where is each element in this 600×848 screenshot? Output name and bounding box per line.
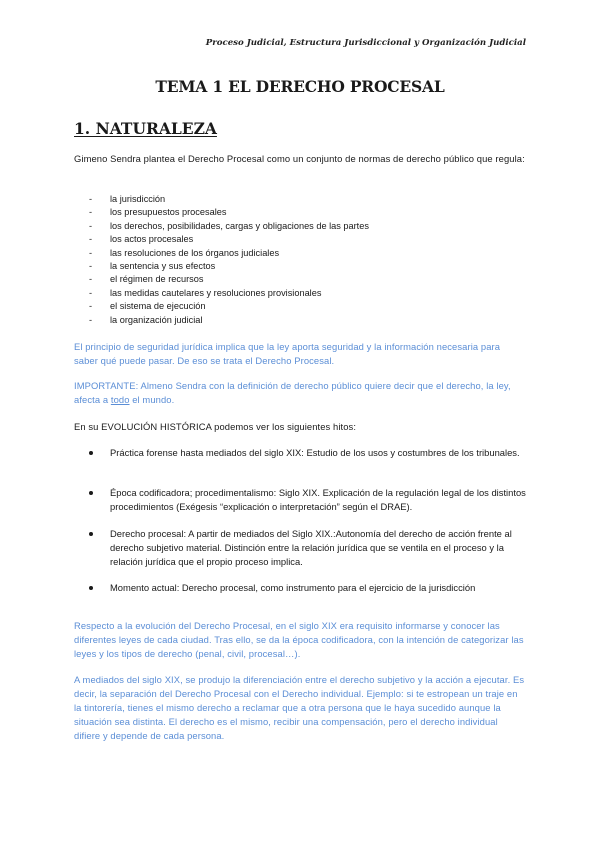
hito-text: Práctica forense hasta mediados del siglo XIX: Estudio de los usos y costumbres de los tribunales.	[110, 447, 520, 458]
list-item-text: la jurisdicción	[110, 194, 166, 204]
list-item-text: la organización judicial	[110, 314, 203, 325]
dash-icon: -	[89, 194, 93, 204]
evolucion-intro: En su EVOLUCIÓN HISTÓRICA podemos ver los siguientes hitos:	[74, 421, 357, 432]
list-item-text: las medidas cautelares y resoluciones provisionales	[110, 287, 322, 298]
page-title: TEMA 1 EL DERECHO PROCESAL	[155, 77, 445, 96]
dash-icon: -	[89, 207, 93, 218]
dash-icon: -	[89, 274, 93, 285]
hito-list	[74, 446, 526, 460]
hito-item	[74, 486, 526, 514]
list-item	[74, 300, 526, 313]
hito-item	[74, 581, 526, 595]
list-item	[74, 314, 526, 327]
bullet-icon	[89, 532, 93, 536]
bullet-icon	[89, 586, 93, 590]
regula-list	[74, 193, 526, 327]
intro-paragraph: Gimeno Sendra plantea el Derecho Procesal como un conjunto de normas de derecho público que regula:	[74, 153, 525, 164]
seguridad-note: El principio de seguridad jurídica implica que la ley aporta seguridad y la información necesaria para saber qué puede pasar. De eso se trata el Derecho Procesal.	[74, 341, 501, 366]
mediados-note: A mediados del siglo XIX, se produjo la diferenciación entre el derecho subjetivo y la acción a ejecutar. Es decir, la separación del Derecho Procesal con el Derecho individual. Ejemplo: si te estropean un traje en la tintorería, tienes el mismo derecho a reclamar que a otra persona que le haya sucedido aunque la situación sea distinta. El derecho es el mismo, recibir una compensación, pero el derecho individual difiere y depende de cada persona.	[74, 674, 525, 741]
dash-icon: -	[89, 287, 93, 298]
dash-icon: -	[89, 247, 93, 258]
list-item	[74, 193, 526, 206]
list-item-text: los presupuestos procesales	[110, 207, 227, 218]
list-item-text: los derechos, posibilidades, cargas y obligaciones de las partes	[110, 220, 369, 231]
section-title: 1. NATURALEZA	[74, 119, 217, 138]
importante-text-end: el mundo.	[129, 394, 175, 405]
list-item	[74, 247, 526, 260]
hito-item	[74, 527, 526, 569]
list-item-text: el régimen de recursos	[110, 274, 204, 285]
dash-icon: -	[89, 301, 93, 312]
bullet-icon	[89, 451, 93, 455]
list-item	[74, 273, 526, 286]
hito-text: Época codificadora; procedimentalismo: Siglo XIX. Explicación de la regulación legal de los distintos procedimientos (Exégesis “explicación o interpretación” según el DRAE).	[110, 487, 526, 512]
evolucion-note: Respecto a la evolución del Derecho Procesal, en el siglo XIX era requisito informarse y conocer las diferentes leyes de cada ciudad. Tras ello, se da la época codificadora, con la intención de categorizar las leyes y los tipos de derecho (penal, civil, procesal…).	[74, 620, 524, 659]
hito-item	[74, 446, 526, 460]
dash-icon: -	[89, 220, 93, 231]
bullet-icon	[89, 491, 93, 495]
hito-list	[74, 486, 526, 514]
list-item	[74, 260, 526, 273]
running-header: Proceso Judicial, Estructura Jurisdiccional y Organización Judicial	[205, 38, 526, 48]
todo-link[interactable]: todo	[110, 394, 130, 405]
list-item	[74, 206, 526, 219]
hito-text: Momento actual: Derecho procesal, como instrumento para el ejercicio de la jurisdicción	[110, 582, 476, 593]
list-item	[74, 287, 526, 300]
hito-list	[74, 581, 526, 595]
list-item	[74, 220, 526, 233]
importante-note	[74, 379, 526, 407]
dash-icon: -	[89, 234, 93, 245]
hito-text: Derecho procesal: A partir de mediados del Siglo XIX.:Autonomía del derecho de acción frente al derecho subjetivo material. Distinción entre la relación jurídica que se ventila en el proceso y la relación jurídica que el propio proceso implica.	[110, 528, 512, 567]
dash-icon: -	[89, 261, 93, 272]
list-item-text: las resoluciones de los órganos judiciales	[110, 247, 280, 258]
list-item	[74, 233, 526, 246]
importante-text: IMPORTANTE: Almeno Sendra con la definición de derecho público quiere decir que el derecho, la ley, afecta a	[74, 380, 511, 405]
list-item-text: el sistema de ejecución	[110, 301, 206, 312]
dash-icon: -	[89, 314, 93, 325]
hito-list	[74, 527, 526, 569]
list-item-text: los actos procesales	[110, 234, 194, 245]
list-item-text: la sentencia y sus efectos	[110, 261, 216, 272]
